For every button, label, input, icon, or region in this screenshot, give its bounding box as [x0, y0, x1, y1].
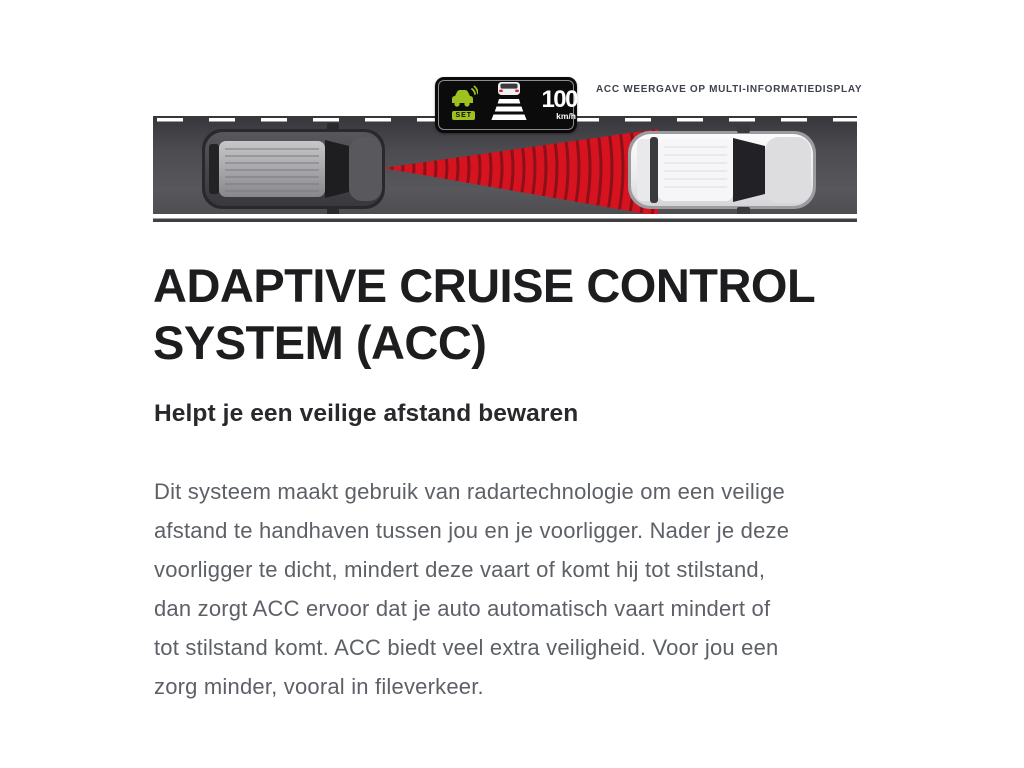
body-line: afstand te handhaven tussen jou en je voorligger. Nader je deze: [154, 518, 790, 543]
page-title-line-1: ADAPTIVE CRUISE CONTROL: [153, 259, 816, 312]
body-line: voorligger te dicht, mindert deze vaart of komt hij tot stilstand,: [154, 557, 766, 582]
page-title-line-2: SYSTEM (ACC): [153, 316, 487, 369]
vehicle-distance-icon: [487, 82, 531, 128]
acc-display-badge: [435, 77, 577, 133]
page-title: [153, 257, 815, 371]
body-line: zorg minder, vooral in fileverkeer.: [154, 674, 484, 699]
acc-radar-car-icon: [450, 85, 478, 109]
body-paragraph: [154, 472, 854, 706]
set-label: SET: [452, 111, 475, 120]
body-line: Dit systeem maakt gebruik van radartechnologie om een veilige: [154, 479, 785, 504]
body-line: dan zorgt ACC ervoor dat je auto automatisch vaart mindert of: [154, 596, 771, 621]
page-subtitle: Helpt je een veilige afstand bewaren: [154, 400, 579, 427]
display-caption: ACC WEERGAVE OP MULTI-INFORMATIEDISPLAY: [596, 84, 863, 95]
road-edge-white-line: [153, 214, 857, 219]
body-line: tot stilstand komt. ACC biedt veel extra veiligheid. Voor jou een: [154, 635, 779, 660]
speed-unit: km/h: [556, 111, 576, 121]
lead-car: [628, 124, 816, 216]
speed-value: 100: [541, 86, 577, 113]
following-car: [202, 123, 385, 215]
road-edge-dark-line: [153, 219, 857, 223]
